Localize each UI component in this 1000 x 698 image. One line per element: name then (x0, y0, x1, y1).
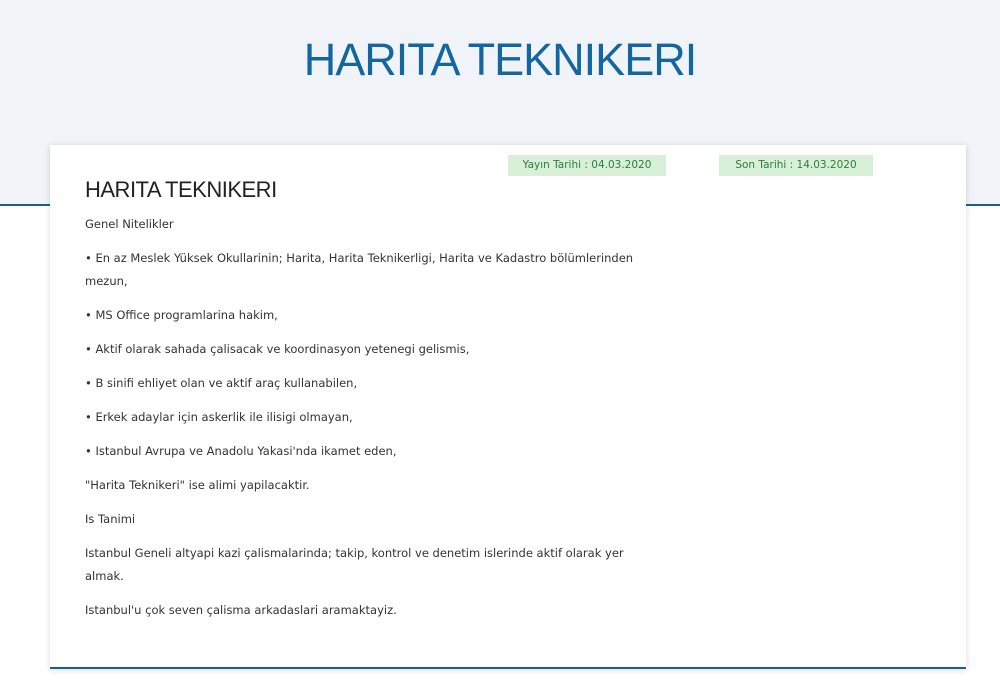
closing-text: Istanbul'u çok seven çalisma arkadaslari aramaktayiz. (85, 603, 397, 617)
section-heading-qualifications: Genel Nitelikler (85, 217, 174, 231)
qualification-item: • MS Office programlarina hakim, (85, 308, 278, 322)
qualification-item: • En az Meslek Yüksek Okullarinin; Harita, Harita Teknikerligi, Harita ve Kadastro bölümlerinden mezun, (85, 251, 634, 288)
job-title: HARITA TEKNIKERI (85, 177, 277, 202)
job-description (85, 213, 645, 633)
qualification-item: • Istanbul Avrupa ve Anadolu Yakasi'nda ikamet eden, (85, 444, 397, 458)
qualification-item: • Erkek adaylar için askerlik ile ilisigi olmayan, (85, 410, 353, 424)
qualification-item: • B sinifi ehliyet olan ve aktif araç kullanabilen, (85, 376, 358, 390)
qualification-item: • Aktif olarak sahada çalisacak ve koordinasyon yetenegi gelismis, (85, 342, 470, 356)
hiring-statement: "Harita Teknikeri" ise alimi yapilacaktir. (85, 478, 310, 492)
page-title: HARITA TEKNIKERI (303, 34, 697, 85)
section-heading-job-definition: Is Tanimi (85, 512, 136, 526)
job-definition-text: Istanbul Geneli altyapi kazi çalismalarinda; takip, kontrol ve denetim islerinde aktif olarak yer almak. (85, 546, 624, 583)
end-date-badge: Son Tarihi : 14.03.2020 (719, 155, 873, 176)
publish-date-badge: Yayın Tarihi : 04.03.2020 (508, 155, 666, 176)
job-posting-card (50, 145, 966, 669)
